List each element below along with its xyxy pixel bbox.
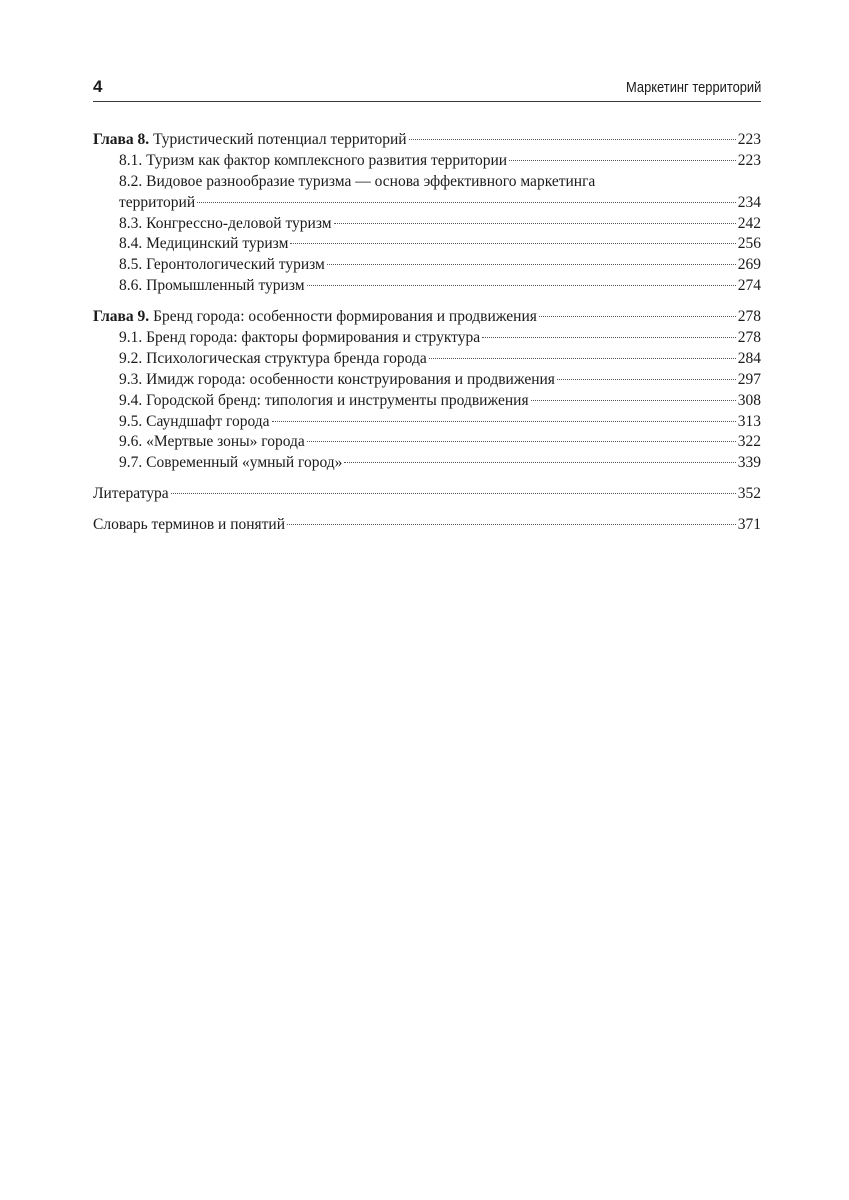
section-title: Промышленный туризм	[146, 277, 305, 295]
section-number: 9.3.	[119, 370, 143, 388]
section-number: 8.3.	[119, 214, 143, 232]
page-number: 4	[93, 77, 103, 96]
page-ref: 223	[737, 151, 761, 169]
dot-leader	[307, 440, 736, 442]
toc-chapter-9[interactable]	[93, 307, 761, 328]
section-number: 9.4.	[119, 391, 143, 409]
glossary-title: Словарь терминов и понятий	[93, 516, 286, 534]
dot-leader	[482, 336, 736, 338]
toc-section-8-1[interactable]	[93, 151, 761, 172]
dot-leader	[539, 315, 736, 317]
chapter-title: Туристический потенциал территорий	[153, 131, 407, 148]
dot-leader	[327, 263, 736, 265]
page-ref: 234	[737, 193, 761, 211]
page-ref: 297	[737, 370, 761, 388]
section-number: 9.7.	[119, 454, 143, 472]
toc-section-9-3[interactable]	[93, 370, 761, 391]
section-title: Туризм как фактор комплексного развития территории	[146, 151, 508, 169]
page-ref: 284	[737, 349, 761, 367]
section-number: 8.1.	[119, 151, 143, 169]
page-ref: 371	[737, 516, 761, 534]
section-title: Психологическая структура бренда города	[146, 349, 427, 367]
section-title: Городской бренд: типология и инструменты продвижения	[146, 391, 529, 409]
toc-chapter-8[interactable]	[93, 130, 761, 151]
dot-leader	[557, 378, 736, 380]
toc-section-8-6[interactable]	[93, 276, 761, 297]
toc-section-9-7[interactable]	[93, 453, 761, 474]
dot-leader	[307, 284, 736, 286]
table-of-contents	[93, 130, 761, 536]
page-ref: 223	[737, 131, 761, 148]
page-ref: 352	[737, 485, 761, 503]
toc-section-8-4[interactable]	[93, 234, 761, 255]
section-number: 9.6.	[119, 433, 143, 451]
toc-section-9-5[interactable]	[93, 412, 761, 433]
section-title: Конгрессно-деловой туризм	[146, 214, 332, 232]
page-ref: 308	[737, 391, 761, 409]
section-number: 8.6.	[119, 277, 143, 295]
dot-leader	[531, 399, 736, 401]
chapter-prefix: Глава 8.	[93, 131, 150, 148]
page-ref: 313	[737, 412, 761, 430]
page-ref: 322	[737, 433, 761, 451]
dot-leader	[344, 461, 735, 463]
book-title: Маркетинг территорий	[625, 79, 761, 96]
section-title-line2: территорий	[119, 193, 196, 211]
toc-section-9-1[interactable]	[93, 328, 761, 349]
toc-section-8-2[interactable]	[93, 172, 761, 214]
page-ref: 339	[737, 454, 761, 472]
toc-section-9-2[interactable]	[93, 349, 761, 370]
page-ref: 269	[737, 256, 761, 274]
dot-leader	[287, 523, 736, 525]
dot-leader	[171, 492, 736, 494]
toc-glossary[interactable]	[93, 515, 761, 536]
dot-leader	[509, 159, 736, 161]
running-header	[93, 75, 761, 102]
section-number: 9.2.	[119, 349, 143, 367]
toc-section-8-5[interactable]	[93, 255, 761, 276]
toc-section-9-6[interactable]	[93, 432, 761, 453]
toc-section-8-3[interactable]	[93, 214, 761, 235]
dot-leader	[272, 420, 736, 422]
toc-section-9-4[interactable]	[93, 391, 761, 412]
dot-leader	[334, 222, 736, 224]
dot-leader	[409, 138, 736, 140]
section-title: Современный «умный город»	[146, 454, 343, 472]
section-number: 8.2.	[119, 172, 143, 190]
section-title-line1: Видовое разнообразие туризма — основа эффективного маркетинга	[146, 172, 596, 190]
section-number: 8.4.	[119, 235, 143, 253]
page-ref: 274	[737, 277, 761, 295]
chapter-title: Бренд города: особенности формирования и продвижения	[153, 308, 537, 326]
section-number: 9.5.	[119, 412, 143, 430]
page-ref: 256	[737, 235, 761, 253]
chapter-prefix: Глава 9.	[93, 308, 150, 326]
toc-literature[interactable]	[93, 484, 761, 505]
page-ref: 278	[737, 329, 761, 347]
section-title: Имидж города: особенности конструирования и продвижения	[146, 370, 555, 388]
section-title: Бренд города: факторы формирования и структура	[146, 329, 481, 347]
dot-leader	[429, 357, 736, 359]
section-title: «Мертвые зоны» города	[146, 433, 305, 451]
dot-leader	[197, 201, 736, 203]
section-title: Медицинский туризм	[146, 235, 289, 253]
literature-title: Литература	[93, 485, 169, 503]
section-number: 8.5.	[119, 256, 143, 274]
dot-leader	[290, 242, 735, 244]
page-ref: 278	[737, 308, 761, 326]
page-ref: 242	[737, 214, 761, 232]
section-title: Саундшафт города	[146, 412, 270, 430]
section-number: 9.1.	[119, 329, 143, 347]
section-title: Геронтологический туризм	[146, 256, 325, 274]
